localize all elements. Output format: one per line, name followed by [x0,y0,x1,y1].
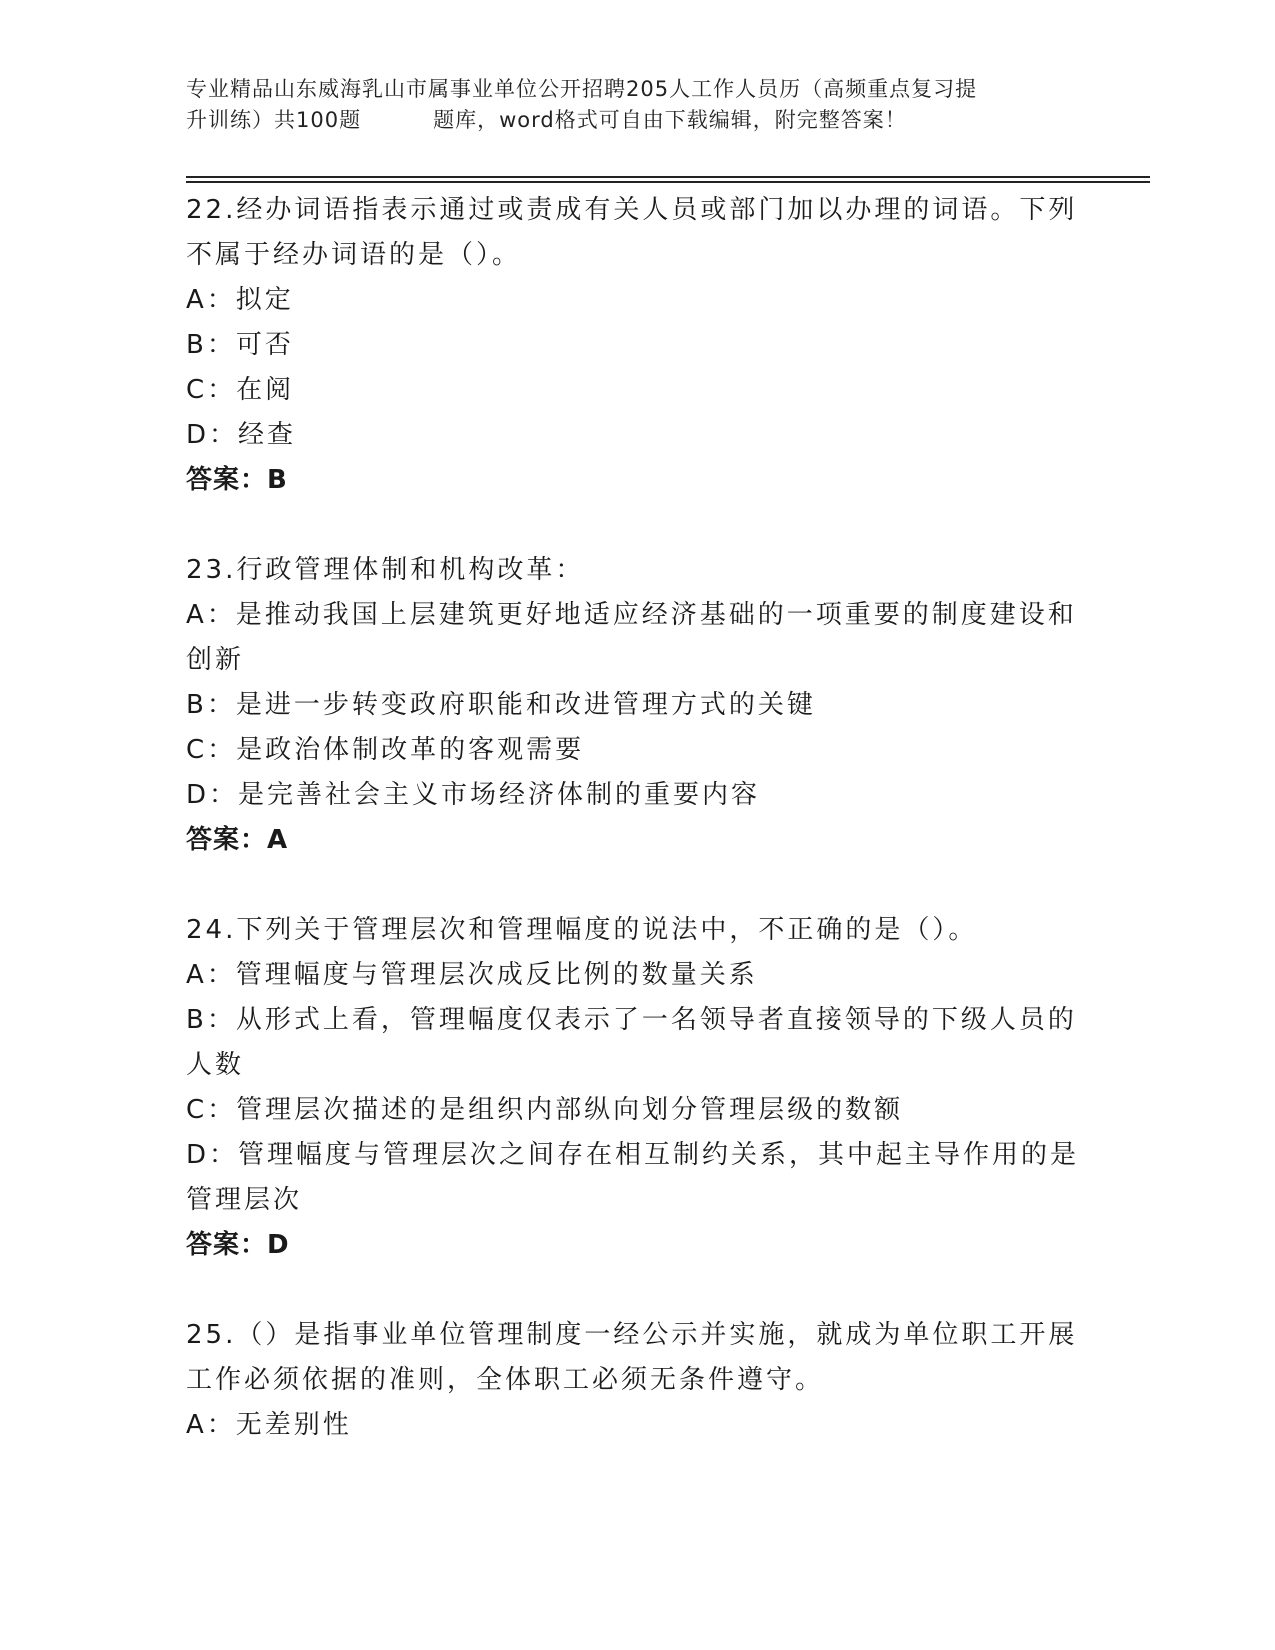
header-line-2 [186,105,1086,136]
question-list [186,188,1086,1493]
option-c: C：在阅 [186,375,295,405]
answer-line: 答案：D [186,1230,290,1260]
answer-line: 答案：B [186,465,288,495]
header-divider-top [186,176,1150,178]
header-divider-bottom [186,181,1150,183]
question-24 [186,908,1086,1268]
page-header [186,74,1086,136]
question-23 [186,548,1086,863]
answer-line: 答案：A [186,825,289,855]
question-stem: 25.（）是指事业单位管理制度一经公示并实施，就成为单位职工开展工作必须依据的准则，全体职工必须无条件遵守。 [186,1320,1078,1395]
option-a: A：拟定 [186,285,294,315]
option-a: A：管理幅度与管理层次成反比例的数量关系 [186,960,758,990]
option-a: A：是推动我国上层建筑更好地适应经济基础的一项重要的制度建设和创新 [186,600,1077,675]
option-d: D：经查 [186,420,297,450]
question-stem: 24.下列关于管理层次和管理幅度的说法中，不正确的是（）。 [186,915,978,945]
header-line-2-right: 题库，word格式可自由下载编辑，附完整答案！ [433,108,907,132]
option-d: D：管理幅度与管理层次之间存在相互制约关系，其中起主导作用的是管理层次 [186,1140,1080,1215]
option-b: B：是进一步转变政府职能和改进管理方式的关键 [186,690,816,720]
question-stem: 22.经办词语指表示通过或责成有关人员或部门加以办理的词语。下列不属于经办词语的是（）。 [186,195,1078,270]
question-22 [186,188,1086,503]
option-b: B：从形式上看，管理幅度仅表示了一名领导者直接领导的下级人员的人数 [186,1005,1077,1080]
option-a: A：无差别性 [186,1410,352,1440]
option-c: C：是政治体制改革的客观需要 [186,735,585,765]
header-line-1: 专业精品山东威海乳山市属事业单位公开招聘205人工作人员历（高频重点复习提 [186,77,978,101]
option-c: C：管理层次描述的是组织内部纵向划分管理层级的数额 [186,1095,904,1125]
header-line-2-left: 升训练）共100题 [186,108,362,132]
question-25 [186,1313,1086,1448]
question-stem: 23.行政管理体制和机构改革： [186,555,585,585]
option-b: B：可否 [186,330,294,360]
option-d: D：是完善社会主义市场经济体制的重要内容 [186,780,761,810]
